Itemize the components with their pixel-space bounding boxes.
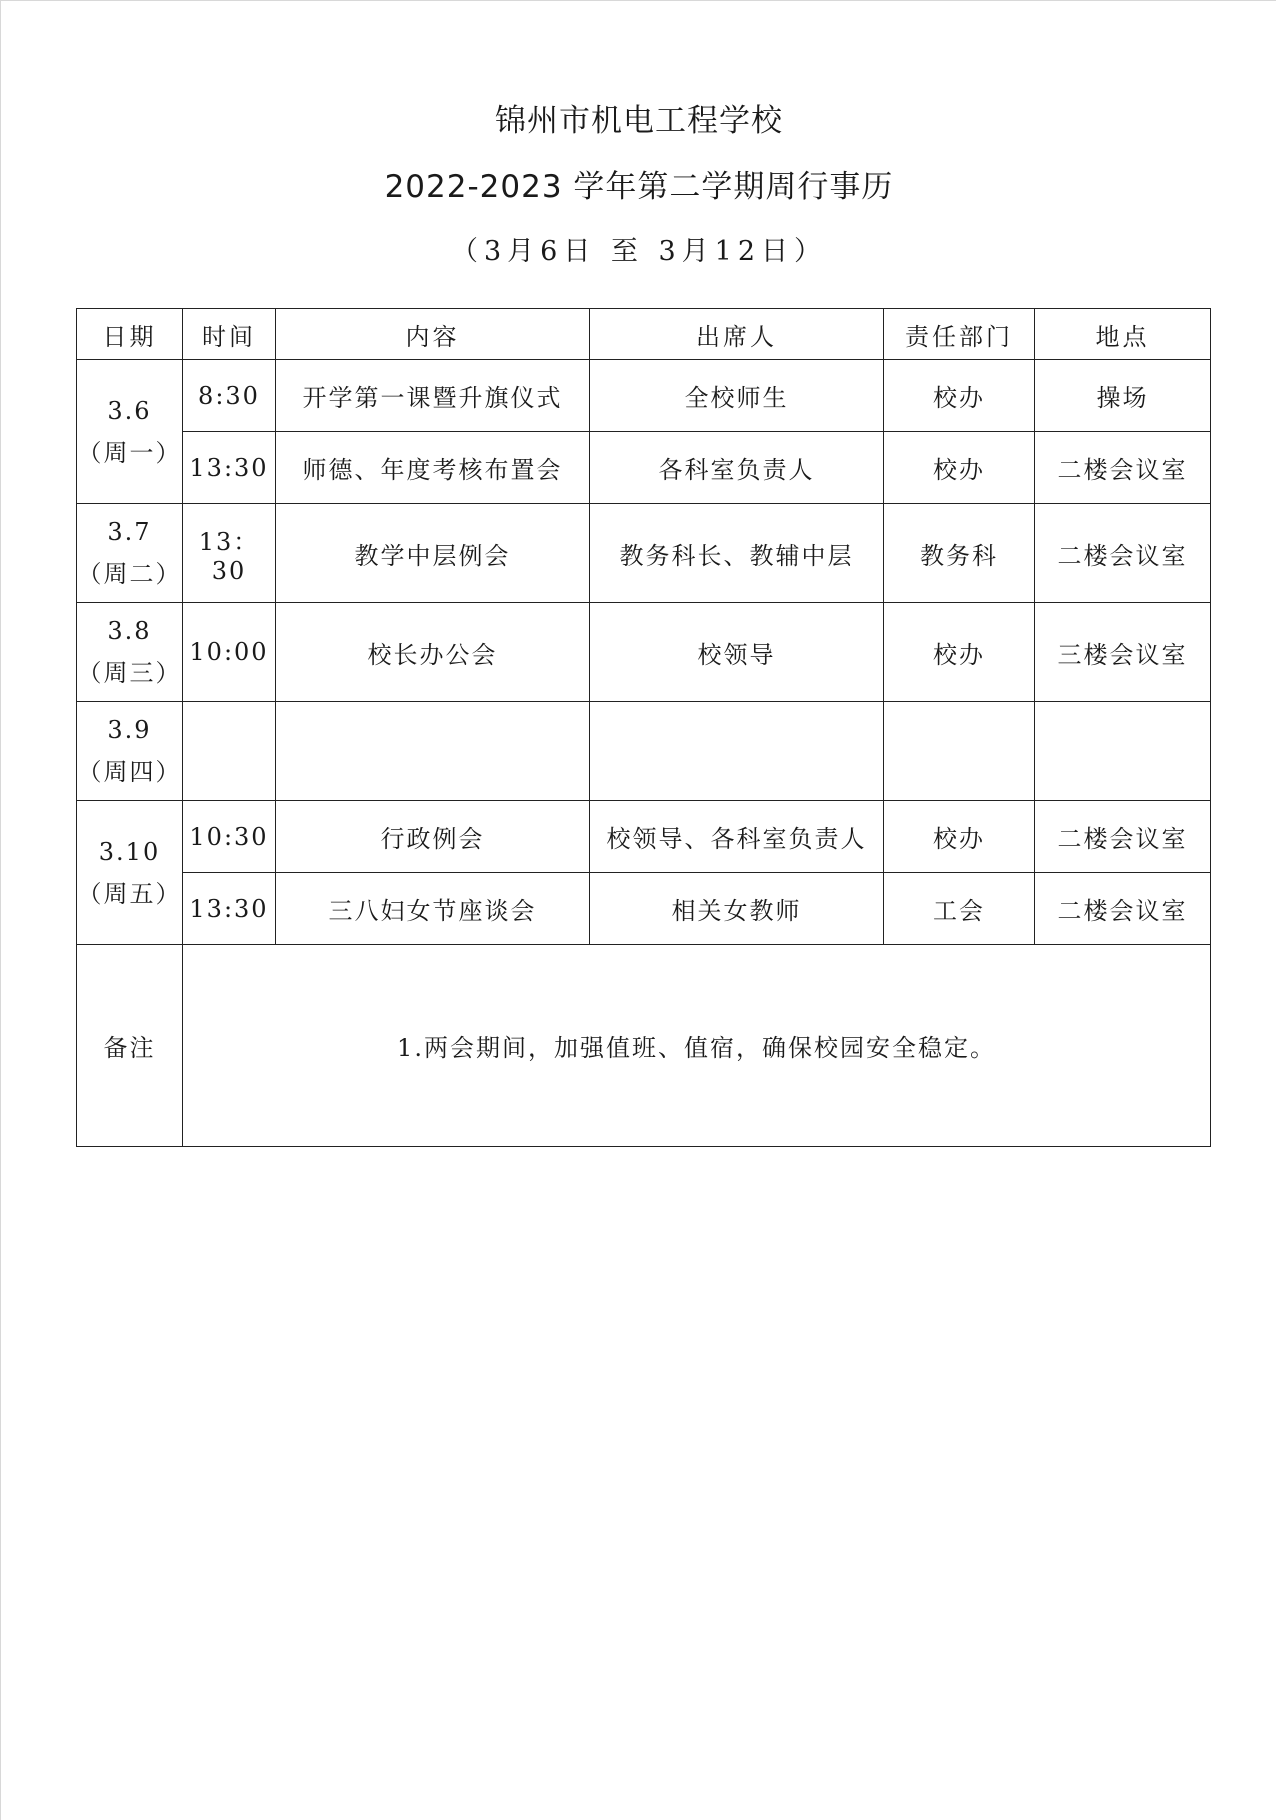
date-value: 3.8 (107, 617, 152, 645)
department-cell: 工会 (884, 873, 1035, 945)
header-content: 内容 (276, 309, 590, 360)
time-cell: 13:30 (183, 873, 276, 945)
date-cell (77, 702, 183, 801)
date-cell (77, 360, 183, 504)
location-cell: 二楼会议室 (1035, 801, 1211, 873)
department-cell: 校办 (884, 603, 1035, 702)
content-cell: 校长办公会 (276, 603, 590, 702)
location-cell (1035, 702, 1211, 801)
location-cell: 三楼会议室 (1035, 603, 1211, 702)
header-attendees: 出席人 (590, 309, 884, 360)
department-cell: 校办 (884, 801, 1035, 873)
content-cell: 教学中层例会 (276, 504, 590, 603)
table-header-row (77, 309, 1211, 360)
header-department: 责任部门 (884, 309, 1035, 360)
notes-text: 1.两会期间，加强值班、值宿，确保校园安全稳定。 (183, 945, 1211, 1147)
weekly-calendar-table (76, 308, 1211, 1147)
time-cell (183, 702, 276, 801)
table-row (77, 432, 1211, 504)
weekday-value: （周五） (77, 879, 182, 908)
department-cell (884, 702, 1035, 801)
table-row (77, 360, 1211, 432)
table-row (77, 504, 1211, 603)
date-cell (77, 801, 183, 945)
attendees-cell: 相关女教师 (590, 873, 884, 945)
date-value: 3.10 (98, 837, 161, 866)
content-cell: 三八妇女节座谈会 (276, 873, 590, 945)
department-cell: 校办 (884, 432, 1035, 504)
header-date: 日期 (77, 309, 183, 360)
attendees-cell (590, 702, 884, 801)
attendees-cell: 教务科长、教辅中层 (590, 504, 884, 603)
notes-label: 备注 (77, 945, 183, 1147)
date-value: 3.9 (107, 716, 152, 744)
weekday-value: （周一） (77, 438, 182, 467)
time-cell: 13：30 (183, 504, 276, 603)
date-range: （3月6日 至 3月12日） (450, 236, 828, 267)
attendees-cell: 全校师生 (590, 360, 884, 432)
weekday-value: （周二） (77, 560, 182, 588)
date-cell (77, 504, 183, 603)
attendees-cell: 各科室负责人 (590, 432, 884, 504)
header-time: 时间 (183, 309, 276, 360)
header-location: 地点 (1035, 309, 1211, 360)
weekday-value: （周三） (77, 659, 182, 687)
table-row (77, 873, 1211, 945)
weekday-value: （周四） (77, 758, 182, 786)
calendar-title: 2022-2023 学年第二学期周行事历 (384, 169, 894, 205)
date-cell (77, 603, 183, 702)
table-row (77, 801, 1211, 873)
attendees-cell: 校领导 (590, 603, 884, 702)
time-cell: 10:00 (183, 603, 276, 702)
table-row (77, 603, 1211, 702)
content-cell: 开学第一课暨升旗仪式 (276, 360, 590, 432)
location-cell: 二楼会议室 (1035, 873, 1211, 945)
content-cell: 行政例会 (276, 801, 590, 873)
time-cell: 10:30 (183, 801, 276, 873)
department-cell: 校办 (884, 360, 1035, 432)
table-row (77, 702, 1211, 801)
attendees-cell: 校领导、各科室负责人 (590, 801, 884, 873)
location-cell: 二楼会议室 (1035, 432, 1211, 504)
location-cell: 二楼会议室 (1035, 504, 1211, 603)
content-cell: 师德、年度考核布置会 (276, 432, 590, 504)
content-cell (276, 702, 590, 801)
date-value: 3.6 (107, 396, 152, 425)
department-cell: 教务科 (884, 504, 1035, 603)
time-cell: 8:30 (183, 360, 276, 432)
date-value: 3.7 (107, 518, 152, 546)
time-cell: 13:30 (183, 432, 276, 504)
location-cell: 操场 (1035, 360, 1211, 432)
notes-row (77, 945, 1211, 1147)
school-name: 锦州市机电工程学校 (495, 103, 783, 139)
